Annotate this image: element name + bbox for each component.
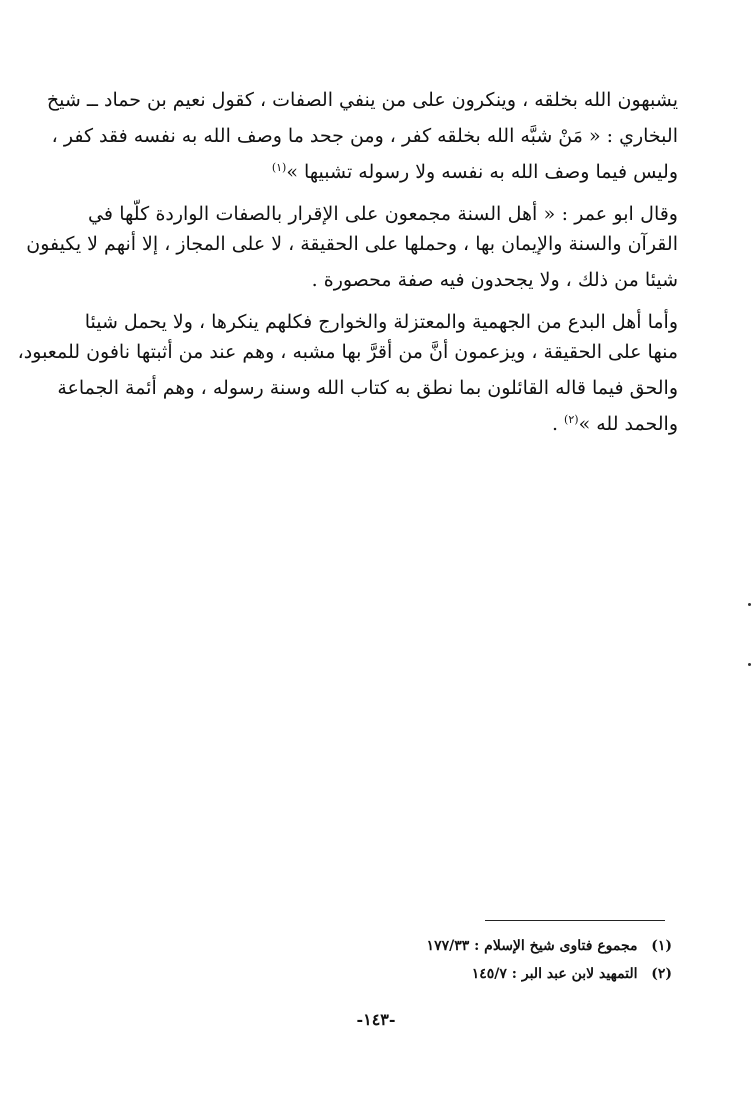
text-line: شيئا من ذلك ، ولا يجحدون فيه صفة محصورة . [311,269,678,291]
text-line [84,298,678,334]
text-line-content: وقال ابو عمر : « أهل السنة مجمعون على الإقرار بالصفات الواردة كلّها في [88,203,678,225]
text-line [88,406,678,442]
text-line: القرآن والسنة والإيمان بها ، وحملها على الحقيقة ، لا على المجاز ، إلا أنهم لا يكيفون [26,233,678,255]
text-line [88,190,678,226]
footnote-text: مجموع فتاوى شيخ الإسلام : ١٧٧/٣٣ [426,938,638,954]
footnote-ref: (١) [271,161,287,174]
scan-speck [748,663,751,666]
text-line-content: وأما أهل البدع من الجهمية والمعتزلة والخوارج فكلهم ينكرها ، ولا يحمل شيئا [84,311,678,333]
page-number: -١٤٣- [356,1010,396,1029]
footnote-item [300,932,672,960]
footnote-text: التمهيد لابن عبد البر : ١٤٥/٧ [471,966,638,982]
footnote-number: (١) [651,938,672,954]
text-line: والحق فيما قاله القائلون بما نطق به كتاب الله وسنة رسوله ، وهم أئمة الجماعة [57,377,678,399]
text-line: منها على الحقيقة ، ويزعمون أنَّ من أقرَّ بها مشبه ، وهم عند من أثبتها نافون للمعبود، [17,341,678,363]
text-line-content: وليس فيما وصف الله به نفسه ولا رسوله تشبيها » [286,161,678,183]
footnote-number: (٢) [651,966,672,982]
main-text [17,82,678,442]
footnote-ref: (٢) [564,413,579,426]
text-line: البخاري : « مَنْ شبَّه الله بخلقه كفر ، ومن جحد ما وصف الله به نفسه فقد كفر ، [51,125,678,147]
text-line [88,154,678,190]
footnote-item [300,960,672,988]
text-line-content: والحمد لله » [578,413,678,435]
footnotes [300,932,672,988]
scan-speck [748,603,751,606]
sentence-end: . [551,413,565,435]
footnote-divider [485,920,665,921]
text-line: يشبهون الله بخلقه ، وينكرون على من ينفي الصفات ، كقول نعيم بن حماد ــ شيخ [46,89,678,111]
